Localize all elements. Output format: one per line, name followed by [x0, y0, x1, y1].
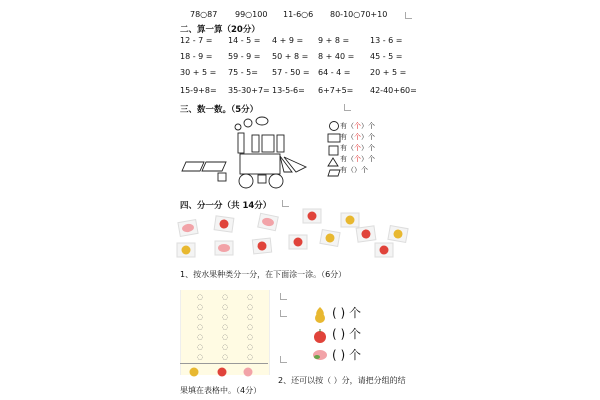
train-figure — [180, 115, 320, 195]
fruit-count-row: ( ) 个 — [332, 306, 361, 320]
fruit-count-row: ( ) 个 — [332, 348, 361, 362]
apple-card — [356, 226, 376, 242]
calc-item: 35-30+7= — [228, 86, 270, 95]
grid-bottom-row — [180, 363, 268, 378]
grid-cell[interactable]: ◌ — [246, 313, 254, 321]
calc-item: 59 - 9 = — [228, 52, 261, 61]
pear-card — [341, 213, 359, 227]
grid-cell[interactable]: ◌ — [196, 333, 204, 341]
compare-2: 99○100 — [235, 10, 268, 19]
pear-card — [320, 230, 340, 247]
fruit-count-row: ( ) 个 — [332, 327, 361, 341]
grid-cell[interactable]: ◌ — [196, 353, 204, 361]
grid-cell[interactable]: ◌ — [196, 323, 204, 331]
bottom-fruits — [185, 366, 265, 378]
count-answer-row: 有（个）个 — [340, 133, 375, 141]
para-mark — [280, 310, 287, 317]
grid-cell[interactable]: ◌ — [196, 313, 204, 321]
calc-item: 57 - 50 = — [272, 68, 310, 77]
fruit-scatter — [180, 210, 420, 270]
section-4-title: 四、分一分（共 14分） — [180, 201, 272, 211]
calc-item: 30 + 5 = — [180, 68, 217, 77]
count-answer-row: 有（个）个 — [340, 155, 375, 163]
para-mark — [405, 12, 412, 19]
grid-cell[interactable]: ◌ — [196, 293, 204, 301]
compare-4: 80-10○70+10 — [330, 10, 388, 19]
calc-item: 18 - 9 = — [180, 52, 213, 61]
calc-item: 15-9+8= — [180, 86, 217, 95]
grid-cell[interactable]: ◌ — [246, 353, 254, 361]
calc-item: 13 - 6 = — [370, 36, 403, 45]
calc-item: 9 + 8 = — [318, 36, 350, 45]
fruit-icons — [310, 305, 330, 360]
calc-item: 6+7+5= — [318, 86, 354, 95]
apple-card — [303, 209, 321, 223]
apple-card — [289, 235, 307, 249]
para-mark — [280, 356, 287, 363]
apple-card — [252, 238, 271, 254]
calc-item: 45 - 5 = — [370, 52, 403, 61]
calc-item: 50 + 8 = — [272, 52, 309, 61]
calc-item: 75 - 5= — [228, 68, 258, 77]
apple-card — [214, 216, 234, 232]
pear-card — [388, 226, 408, 243]
para-mark — [282, 200, 289, 207]
para-mark — [280, 293, 287, 300]
calc-item: 13-5-6= — [272, 86, 305, 95]
grid-cell[interactable]: ◌ — [221, 323, 229, 331]
section-2-title: 二、算一算（20分） — [180, 25, 260, 35]
grid-cell[interactable]: ◌ — [221, 333, 229, 341]
calc-item: 4 + 9 = — [272, 36, 304, 45]
peach-card — [215, 241, 233, 255]
grid-cell[interactable]: ◌ — [246, 293, 254, 301]
peach-card — [258, 213, 279, 230]
count-answer-row: 有（个）个 — [340, 122, 375, 130]
question-2: 2、还可以按（ ）分，请把分组的结 — [278, 376, 406, 385]
peach-card — [178, 220, 198, 237]
count-answer-row: 有（）个 — [340, 166, 368, 174]
grid-cell[interactable]: ◌ — [196, 343, 204, 351]
calc-item: 42-40+60= — [370, 86, 417, 95]
grid-cell[interactable]: ◌ — [221, 303, 229, 311]
pear-card — [177, 243, 195, 257]
grid-cell[interactable]: ◌ — [246, 333, 254, 341]
para-mark — [344, 104, 351, 111]
apple-card — [375, 243, 393, 257]
section-3-title: 三、数一数。（5分） — [180, 105, 259, 115]
calc-item: 12 - 7 = — [180, 36, 213, 45]
calc-item: 64 - 4 = — [318, 68, 351, 77]
grid-cell[interactable]: ◌ — [221, 343, 229, 351]
grid-cell[interactable]: ◌ — [221, 293, 229, 301]
compare-1: 78○87 — [190, 10, 218, 19]
grid-cell[interactable]: ◌ — [221, 353, 229, 361]
grid-cell[interactable]: ◌ — [246, 303, 254, 311]
calc-item: 8 + 40 = — [318, 52, 355, 61]
grid-cell[interactable]: ◌ — [196, 303, 204, 311]
grid-cell[interactable]: ◌ — [246, 323, 254, 331]
question-1: 1、按水果种类分一分，在下面涂一涂。（6分） — [180, 270, 347, 279]
compare-3: 11-6○6 — [283, 10, 314, 19]
calc-item: 14 - 5 = — [228, 36, 261, 45]
grid-cell[interactable]: ◌ — [246, 343, 254, 351]
count-answer-row: 有（个）个 — [340, 144, 375, 152]
grid-cell[interactable]: ◌ — [221, 313, 229, 321]
question-2-continued: 果填在表格中。（4分） — [180, 386, 262, 395]
calc-item: 20 + 5 = — [370, 68, 407, 77]
